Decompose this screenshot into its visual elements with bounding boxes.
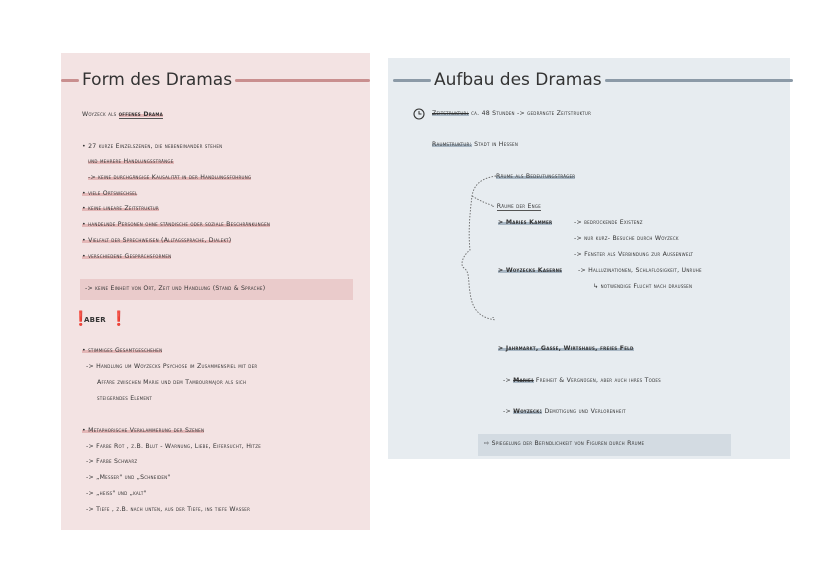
maries-3: -> Fenster als Verbindung zur Außenwelt (574, 251, 694, 258)
bracket-connector (452, 172, 502, 324)
item3-6: -> Tiefe , z.B. nach unten, aus der Tiefe, ins tiefe Wasser (86, 506, 251, 513)
kaserne-2-text: notwendige Flucht nach draußen (600, 283, 693, 290)
left-title-row (61, 70, 370, 90)
raeume-enge-text: Räume der Enge (496, 203, 541, 210)
aufbau-des-dramas-card (388, 58, 790, 459)
item-6-text: • handelnde Personen ohne ständische oder soziale Beschränkungen (82, 221, 271, 228)
item-5 (82, 205, 159, 212)
marie-line: -> Marie: Freiheit & Vergnügen, aber auch ihres Todes (503, 377, 661, 384)
item-6 (82, 221, 270, 228)
aber-label: ABER (84, 316, 106, 324)
item3-3: -> Farbe Schwarz (86, 458, 138, 465)
title-rule-right (605, 79, 793, 82)
item-3 (88, 174, 251, 181)
spiegelung-line: ⇨ Spiegelung der Befindlichkeit von Figuren durch Räume (484, 440, 645, 447)
right-title: Aufbau des Dramas (434, 70, 602, 90)
woyzeck-value: Demütigung und Verlorenheit (544, 408, 626, 415)
item2-4: steigerndes Element (97, 395, 153, 402)
item2-3: Affäre zwischen Marie und dem Tambourmajor als sich (97, 379, 247, 386)
left-title: Form des Dramas (82, 70, 233, 90)
item3-1-text: • Metaphorische Verklammerung der Szenen (82, 427, 205, 434)
item-7 (82, 237, 231, 244)
intro-line (82, 111, 163, 118)
marie-value: Freiheit & Vergnügen, aber auch ihres Todes (535, 377, 661, 384)
raumstruktur-line (432, 141, 518, 148)
item-4 (82, 190, 137, 197)
jahrmarkt-text: > Jahrmarkt, Gasse, Wirtshaus, freies Feld (498, 345, 634, 352)
maries-kammer-label (498, 219, 552, 226)
item3-1 (82, 427, 204, 434)
item2-2: -> Handlung um Woyzecks Psychose im Zusammenspiel mit der (86, 363, 258, 370)
kaserne-label (498, 267, 562, 274)
item3-2: -> Farbe Rot , z.B. Blut - Warnung, Liebe, Eifersucht, Hitze (86, 443, 262, 450)
kaserne-2: ↳ notwendige Flucht nach draußen (593, 283, 693, 290)
item-2 (88, 158, 174, 165)
maries-2: -> nur kurz- Besuche durch Woyzeck (574, 235, 679, 242)
maries-1: -> bedrückende Existenz (574, 219, 643, 226)
marie-label: Marie: (513, 377, 534, 384)
woyzeck-line: -> Woyzeck: Demütigung und Verlorenheit (503, 408, 626, 415)
raumstruktur-label: Raumstruktur: (432, 141, 472, 148)
item3-4: -> „Messer" und „Schneiden" (86, 474, 171, 481)
raeume-bedeutung (496, 173, 575, 180)
title-rule-left (61, 79, 79, 82)
kaserne-1: -> Halluzinationen, Schlaflosigkeit, Unruhe (578, 267, 702, 274)
right-title-row (393, 70, 793, 90)
intro-prefix: Woyzeck als (82, 111, 117, 118)
raeume-enge: - Räume der Enge (492, 203, 541, 210)
zeitstruktur-label: Zeitstruktur: (432, 110, 469, 117)
raeume-bedeutung-text: Räume als Bedeutungsträger (496, 173, 576, 180)
item3-5: -> „heiß" und „kalt" (86, 490, 147, 497)
raumstruktur-value: Stadt in Hessen (474, 141, 519, 148)
item-4-text: • viele Ortswechsel (82, 190, 138, 197)
kaserne-text: > Woyzecks Kaserne (498, 267, 563, 274)
intro-highlight: offenes Drama (118, 111, 163, 118)
item2-1-text: • stimmiges Gesamtgeschehen (82, 347, 163, 354)
item-1: • 27 kurze Einzelszenen, die nebeneinander stehen (82, 143, 223, 150)
item-3-text: -> keine durchgängige Kausalität in der Handlungsführung (88, 174, 252, 181)
conclusion-text: -> keine Einheit von Ort, Zeit und Handlung (Stand & Sprache) (85, 285, 266, 292)
item-7-text: • Vielfalt der Sprechweisen (Alltagssprache, Dialekt) (82, 237, 232, 244)
clock-icon (413, 108, 425, 120)
item-2-text: und mehrere Handlungsstränge (88, 158, 174, 165)
maries-kammer-text: > Maries Kammer (498, 219, 553, 226)
woyzeck-label: Woyzeck: (513, 408, 543, 415)
item-8-text: • verschiedene Gesprächsformen (82, 253, 172, 260)
item2-1 (82, 347, 162, 354)
item-5-text: • keine lineare Zeitstruktur (82, 205, 159, 212)
raeume-oeffentlichkeit: - (492, 314, 495, 321)
zeitstruktur-value: ca. 48 Stunden -> gedrängte Zeitstruktur (471, 110, 592, 117)
item-8 (82, 253, 171, 260)
spiegelung-text: Spiegelung der Befindlichkeit von Figuren durch Räume (491, 440, 645, 447)
title-rule-right (235, 79, 370, 82)
exclamation-icon: ❗ (72, 311, 90, 327)
jahrmarkt-line (498, 345, 634, 352)
title-rule-left (393, 79, 431, 82)
exclamation-icon: ❗ (110, 311, 128, 327)
zeitstruktur-line (432, 110, 591, 117)
